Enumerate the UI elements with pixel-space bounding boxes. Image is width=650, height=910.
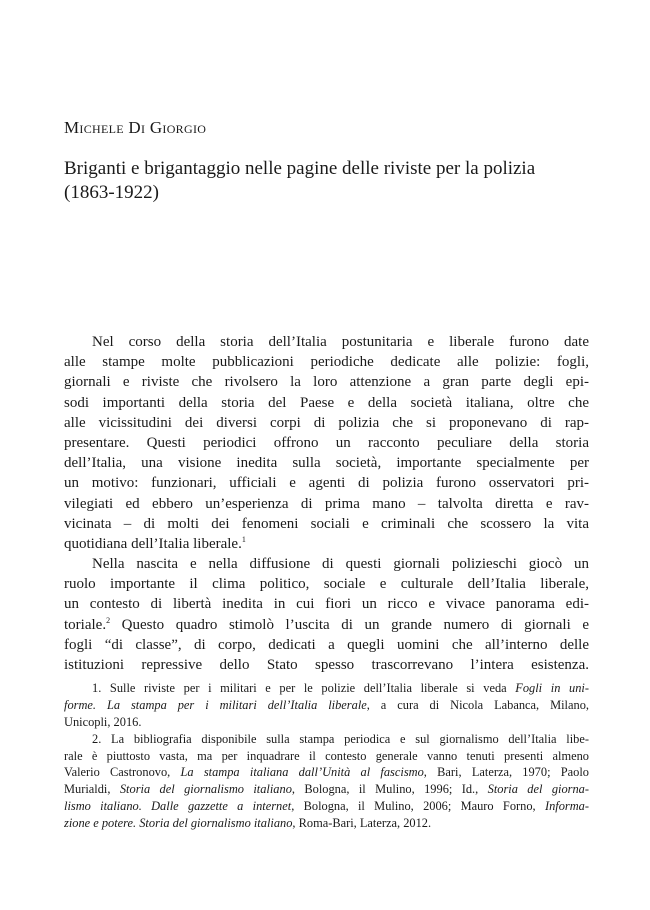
footnote-line: Unicopli, 2016. <box>64 714 142 729</box>
body-line: vicinata – di molti dei fenomeni sociali e criminali che scossero la vita <box>64 515 589 532</box>
footnote-text: , Bologna, il Mulino, 1996; Id., <box>291 782 488 797</box>
body-text-run: Questo quadro stimolò l’uscita di un grande numero di giornali e <box>110 616 589 633</box>
body-line <box>64 615 589 635</box>
body-line: ruolo importante il clima politico, sociale e culturale dell’Italia liberale, <box>64 576 589 593</box>
footnote-text: Valerio Castronovo, <box>64 765 181 780</box>
body-line: Nella nascita e nella diffusione di questi giornali polizieschi giocò un <box>92 556 589 573</box>
author-name: Michele Di Giorgio <box>64 118 207 137</box>
footnote-line <box>64 697 589 714</box>
body-line <box>64 534 589 554</box>
body-line: un contesto di libertà inedita in cui fiori un ricco e vivace panorama edi- <box>64 596 589 613</box>
body-line: giornali e riviste che rivolsero la loro attenzione a gran parte degli epi- <box>64 374 589 391</box>
body-line: presentare. Questi periodici offrono un racconto peculiare della storia <box>64 434 589 451</box>
footnote-line <box>64 680 589 697</box>
body-line: dell’Italia, una visione inedita sulla società, importante specialmente per <box>64 455 589 472</box>
footnote-line <box>64 764 589 781</box>
footnote-line: rale è piuttosto vasta, ma per inquadrare il contesto generale vanno tenuti presenti almeno <box>64 748 589 763</box>
footnote-text: Murialdi, <box>64 782 120 797</box>
footnote-italic: La stampa italiana dall’Unità al fascismo <box>180 765 424 780</box>
body-line: alle vicissitudini dei diversi corpi di polizia che si proponevano di rap- <box>64 414 589 431</box>
body-line: sodi importanti della storia del Paese e della società italiana, oltre che <box>64 394 589 411</box>
body-text <box>64 332 589 675</box>
body-line: Nel corso della storia dell’Italia postunitaria e liberale furono date <box>92 334 589 350</box>
footnote-italic: forme. La stampa per i militari dell’Italia liberale <box>64 697 367 712</box>
title-line: Briganti e brigantaggio nelle pagine delle riviste per la polizia <box>64 158 536 179</box>
body-line: istituzioni repressive dello Stato spesso trascorrevano l’intera esistenza. <box>64 657 589 673</box>
footnote-text: , Bari, Laterza, 1970; Paolo <box>423 765 589 780</box>
footnote-text: , a cura di Nicola Labanca, Milano, <box>366 697 589 712</box>
footnote-italic: Storia del giorna- <box>487 782 589 797</box>
footnote-ref-2[interactable]: 2 <box>106 615 111 625</box>
article-title <box>64 157 604 205</box>
body-text-run: toriale. <box>64 616 107 633</box>
footnote-ref-1[interactable]: 1 <box>241 534 246 544</box>
body-line: alle stampe molte pubblicazioni periodiche dedicate alle polizie: fogli, <box>64 354 589 371</box>
footnote-line <box>64 781 589 798</box>
title-line: (1863-1922) <box>64 182 159 203</box>
body-line: un motivo: funzionari, ufficiali e agenti di polizia furono osservatori pri- <box>64 475 589 492</box>
footnote-text: , Bologna, il Mulino, 2006; Mauro Forno, <box>291 799 545 814</box>
footnote-text: 1. Sulle riviste per i militari e per le polizie dell’Italia liberale si veda <box>92 681 516 695</box>
body-line: fogli “di classe”, di corpo, dedicati a quegli uomini che all’interno delle <box>64 636 589 653</box>
footnote-italic: Fogli in uni- <box>515 681 589 695</box>
footnotes <box>64 680 589 832</box>
footnote-italic: zione e potere. Storia del giornalismo italiano <box>64 816 293 831</box>
body-line: vilegiati ed ebbero un’esperienza di prima mano – talvolta diretta e rav- <box>64 495 589 512</box>
footnote-italic: lismo italiano. Dalle gazzette a internet <box>64 799 292 814</box>
footnote-line <box>64 798 589 815</box>
footnote-line <box>64 815 589 832</box>
footnote-line: 2. La bibliografia disponibile sulla stampa periodica e sul giornalismo dell’Italia libe- <box>92 731 589 746</box>
footnote-italic: Storia del giornalismo italiano <box>119 782 292 797</box>
body-text-run: quotidiana dell’Italia liberale. <box>64 535 242 552</box>
footnote-italic: Informa- <box>544 799 589 814</box>
footnote-text: , Roma-Bari, Laterza, 2012. <box>292 816 432 831</box>
